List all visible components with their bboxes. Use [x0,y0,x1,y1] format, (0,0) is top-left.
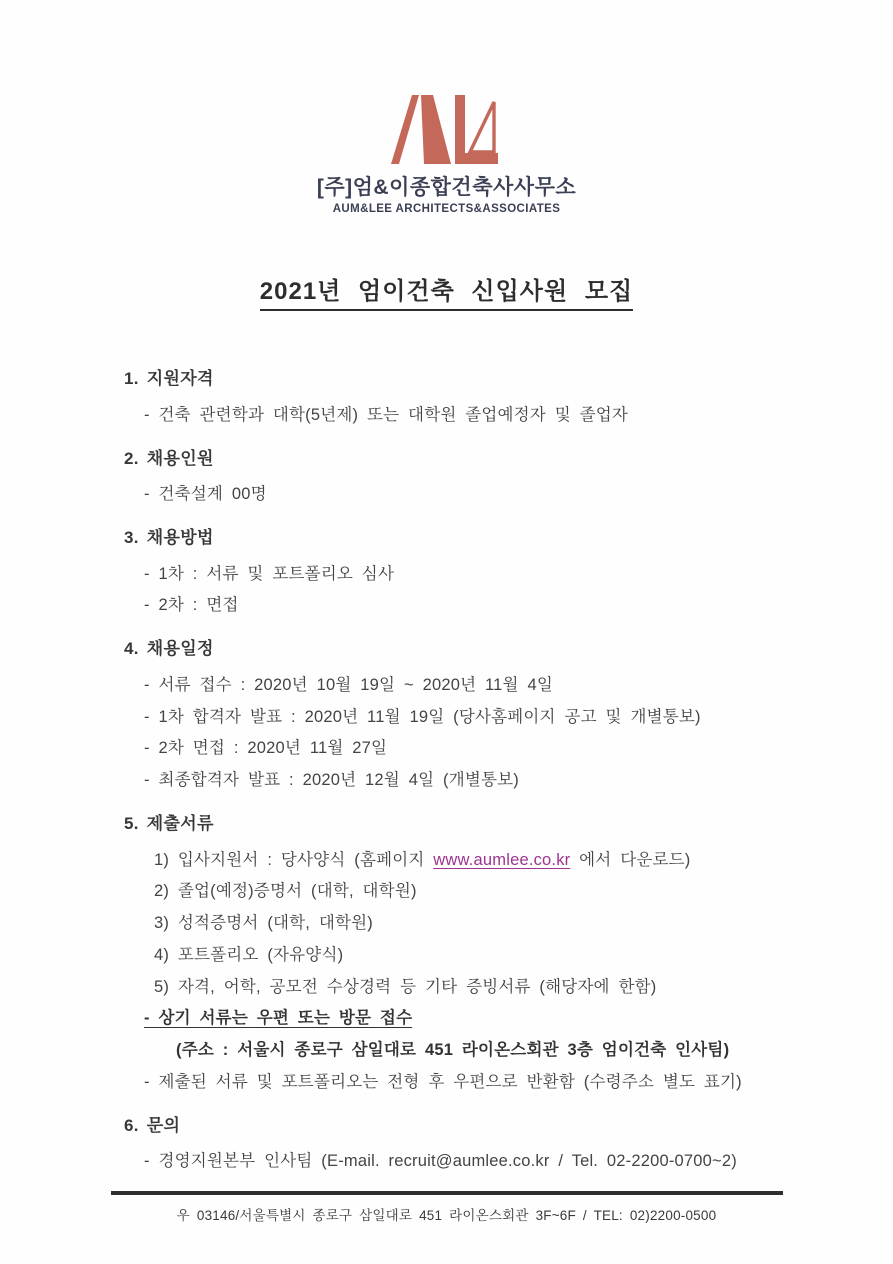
list-item: - 제출된 서류 및 포트폴리오는 전형 후 우편으로 반환함 (수령주소 별도 표기) [144,1072,742,1091]
section-heading-text: 지원자격 [146,369,214,389]
company-name-korean: [주]엄&이종합건축사사무소 [316,176,577,199]
section-heading [124,367,803,392]
section-number: 1. [124,369,139,389]
list-item: 4) 포트폴리오 (자유양식) [154,945,344,964]
section-items [124,562,803,619]
section-5 [124,812,803,1095]
list-item: - 서류 접수 : 2020년 10월 19일 ~ 2020년 11월 4일 [144,675,553,694]
section-items [124,482,803,507]
section-heading-text: 채용방법 [146,528,214,548]
list-item: - 건축 관련학과 대학(5년제) 또는 대학원 졸업예정자 및 졸업자 [144,405,629,424]
section-3 [124,526,803,618]
section-heading [124,1114,803,1139]
section-number: 3. [124,528,139,548]
list-item: - 2차 : 면접 [144,596,239,615]
list-item: 2) 졸업(예정)증명서 (대학, 대학원) [154,882,417,901]
company-logo-icon [387,88,507,170]
section-6 [124,1114,803,1174]
company-name-english: AUM&LEE ARCHITECTS&ASSOCIATES [332,203,561,216]
section-2 [124,447,803,507]
list-item: (주소 : 서울시 종로구 삼일대로 451 라이온스회관 3층 엄이건축 인사팀) [176,1041,730,1059]
logo-wedge [421,95,451,164]
section-number: 5. [124,813,139,833]
logo-left-stroke [391,95,419,164]
list-item: 3) 성적증명서 (대학, 대학원) [154,914,373,932]
list-item: - 상기 서류는 우편 또는 방문 접수 [144,1009,413,1028]
document-title: 2021년 엄이건축 신입사원 모집 [260,271,633,311]
section-heading-text: 채용인원 [146,448,214,468]
section-number: 4. [124,639,139,659]
section-1 [124,367,803,427]
company-logo [0,0,893,215]
section-items [124,1149,803,1174]
list-item: 1) 입사지원서 : 당사양식 (홈페이지 www.aumlee.co.kr 에서 다운로드) [154,850,691,869]
list-item: - 건축설계 00명 [144,485,267,504]
list-item: - 경영지원본부 인사팀 (E-mail. recruit@aumlee.co.kr / Tel. 02-2200-0700~2) [144,1152,737,1171]
list-item: 5) 자격, 어학, 공모전 수상경력 등 기타 증빙서류 (해당자에 한함) [154,977,657,996]
section-4 [124,637,803,793]
list-item: - 최종합격자 발표 : 2020년 12월 4일 (개별통보) [144,771,519,790]
section-items [124,848,803,1095]
section-heading-text: 제출서류 [146,813,214,833]
section-heading [124,812,803,837]
list-item: - 2차 면접 : 2020년 11월 27일 [144,739,388,758]
website-link[interactable]: www.aumlee.co.kr [433,850,571,869]
footer-divider [111,1191,783,1195]
page-footer [0,1191,893,1224]
title-area [0,271,893,311]
section-heading [124,526,803,551]
section-heading-text: 채용일정 [146,639,214,659]
section-items [124,673,803,793]
section-number: 6. [124,1115,139,1135]
section-number: 2. [124,448,139,468]
logo-triangle-outline [470,102,494,152]
section-items [124,403,803,428]
section-heading [124,447,803,472]
sections-container [0,367,893,1174]
section-heading [124,637,803,662]
list-item: - 1차 합격자 발표 : 2020년 11월 19일 (당사홈페이지 공고 및 개별통보) [144,707,701,726]
section-heading-text: 문의 [146,1115,181,1135]
list-item: - 1차 : 서류 및 포트폴리오 심사 [144,564,395,583]
footer-address: 우 03146/서울특별시 종로구 삼일대로 451 라이온스회관 3F~6F / TEL: 02)2200-0500 [176,1208,717,1223]
